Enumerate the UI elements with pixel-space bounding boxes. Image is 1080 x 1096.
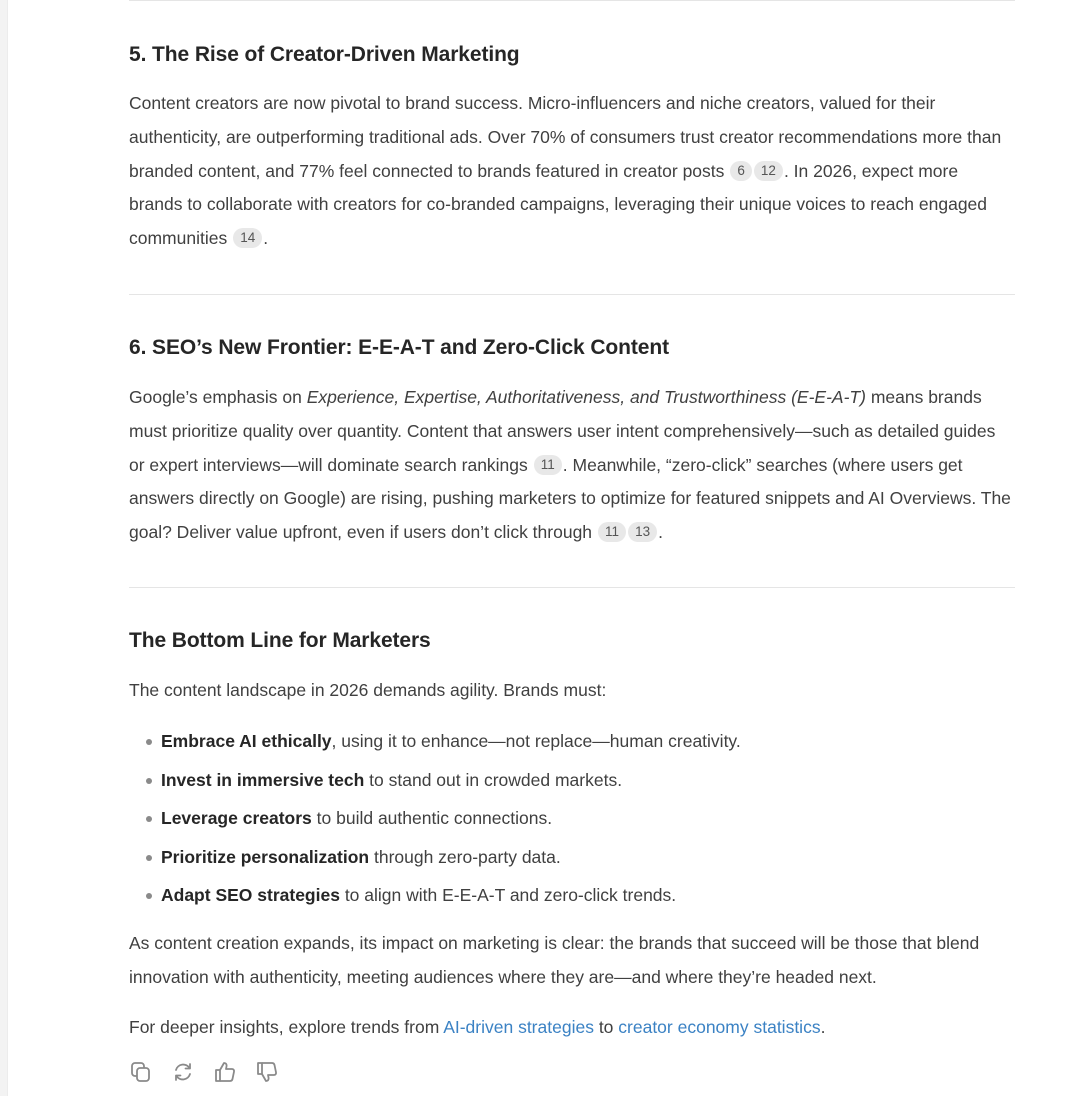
thumbs-up-icon (213, 1060, 237, 1084)
list-item (129, 838, 1015, 877)
section-6-text-4: . (658, 522, 663, 543)
section-5-text-1: Content creators are now pivotal to brand success. Micro-influencers and niche creators, valued for their authenticity, are outperforming traditional ads. Over 70% of consumers trust creator recommendations more than branded content, and 77% feel connected to brands featured in creator posts (129, 93, 1002, 181)
bullet-bold: Invest in immersive tech (161, 769, 365, 790)
section-5-text-3: . (263, 228, 269, 249)
divider (129, 587, 1015, 588)
citation-badge[interactable]: 13 (628, 522, 657, 542)
section-6-text-3: . Meanwhile, “zero-click” searches (where users get answers directly on Google) are rising, pushing marketers to optimize for featured snippets and AI Overviews. The goal? Deliver value upfront, even if users don’t click through (129, 454, 1011, 543)
bullet-text: , using it to enhance—not replace—human creativity. (331, 731, 741, 751)
list-item (129, 876, 1015, 915)
bullet-text: to stand out in crowded markets. (364, 769, 623, 790)
bullet-text: to build authentic connections. (311, 808, 553, 829)
deeper-insights-paragraph (129, 1011, 1015, 1045)
section-5-text-2: . In 2026, expect more brands to collaborate with creators for co-branded campaigns, leveraging their unique voices to reach engaged communities (129, 160, 988, 249)
section-6-paragraph (129, 381, 1015, 550)
bottom-line-intro: The content landscape in 2026 demands agility. Brands must: (129, 680, 607, 700)
thumbs-down-icon (255, 1060, 279, 1084)
creator-economy-statistics-link[interactable]: creator economy statistics (618, 1017, 821, 1037)
section-6-heading: 6. SEO’s New Frontier: E-E-A-T and Zero-Click Content (129, 336, 669, 359)
citation-badge[interactable]: 12 (754, 161, 783, 181)
divider (129, 294, 1015, 295)
message-actions (129, 1058, 297, 1086)
copy-button[interactable] (129, 1058, 171, 1086)
bullet-text: to align with E-E-A-T and zero-click trends. (339, 885, 677, 906)
left-rail (0, 0, 8, 1096)
citation-badge[interactable]: 11 (598, 522, 626, 542)
citation-badge[interactable]: 6 (730, 161, 752, 181)
bullet-bold: Leverage creators (161, 808, 312, 829)
deeper-mid: to (593, 1017, 619, 1037)
bottom-line-heading: The Bottom Line for Marketers (129, 629, 431, 652)
deeper-prefix: For deeper insights, explore trends from (129, 1017, 444, 1037)
list-item (129, 722, 1015, 761)
thumbs-down-button[interactable] (255, 1058, 297, 1086)
regenerate-icon (171, 1060, 195, 1084)
section-6-text-2: means brands must prioritize quality over quantity. Content that answers user intent comprehensively—such as detailed guides or expert interviews—will dominate search rankings (129, 387, 996, 475)
bullet-bold: Embrace AI ethically (161, 731, 332, 751)
bullet-bold: Prioritize personalization (161, 846, 370, 867)
regenerate-button[interactable] (171, 1058, 213, 1086)
section-6-emphasis: Experience, Expertise, Authoritativeness, and Trustworthiness (E-E-A-T) (306, 387, 866, 407)
list-item (129, 799, 1015, 838)
divider (129, 0, 1015, 1)
section-5-heading: 5. The Rise of Creator-Driven Marketing (129, 43, 520, 66)
conclusion-paragraph: As content creation expands, its impact on marketing is clear: the brands that succeed will be those that blend innovation with authenticity, meeting audiences where they are—and where they’re headed next. (129, 933, 980, 987)
citation-badge[interactable]: 14 (233, 228, 262, 248)
section-6-text-1: Google’s emphasis on (129, 387, 307, 407)
bullet-list (129, 722, 1015, 915)
copy-icon (129, 1060, 153, 1084)
citation-badge[interactable]: 11 (534, 455, 562, 475)
bullet-text: through zero-party data. (369, 846, 561, 867)
thumbs-up-button[interactable] (213, 1058, 255, 1086)
ai-driven-strategies-link[interactable]: AI-driven strategies (443, 1017, 594, 1037)
bullet-bold: Adapt SEO strategies (161, 885, 340, 906)
list-item (129, 761, 1015, 800)
section-5-paragraph (129, 87, 1015, 256)
deeper-suffix: . (820, 1017, 826, 1037)
